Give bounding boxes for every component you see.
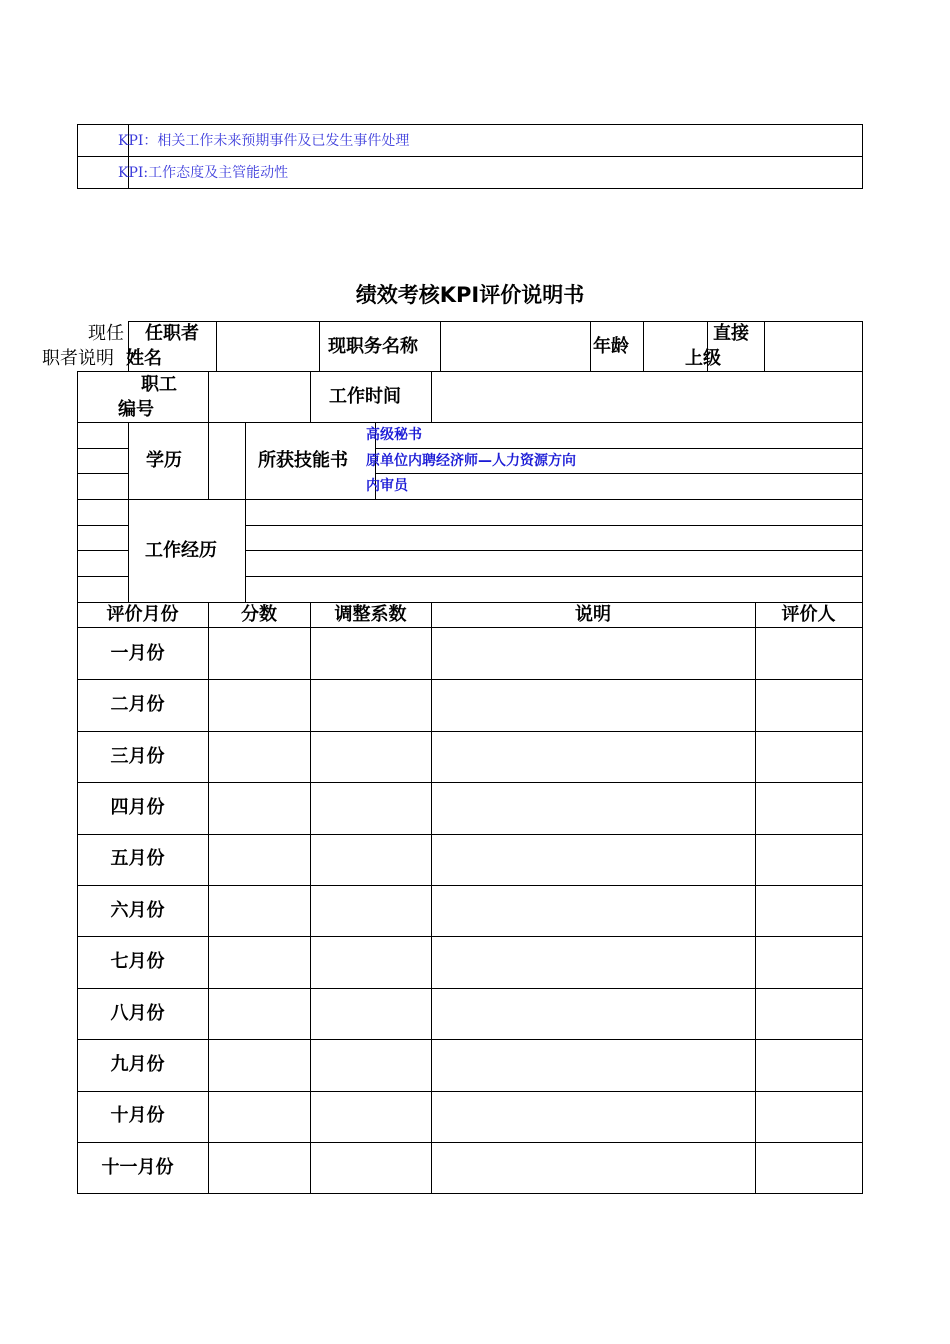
month-description-cell[interactable] [432,1039,755,1089]
side-label-bottom: 职者说明 [42,348,114,369]
skill-item: 原单位内聘经济师—人力资源方向 [366,453,576,469]
month-coefficient-cell[interactable] [311,834,431,884]
month-label: 一月份 [110,643,165,664]
month-label: 十月份 [110,1105,165,1126]
month-evaluator-cell[interactable] [756,834,862,884]
month-score-cell[interactable] [209,679,310,729]
experience-label: 工作经历 [145,540,217,561]
month-score-cell[interactable] [209,1142,310,1192]
skills-label: 所获技能书 [258,450,348,471]
superior-label-1: 直接 [713,323,749,344]
header-description: 说明 [575,604,611,625]
position-label: 现职务名称 [328,336,418,357]
month-coefficient-cell[interactable] [311,988,431,1038]
month-coefficient-cell[interactable] [311,782,431,832]
header-evaluator: 评价人 [781,604,836,625]
month-label: 六月份 [110,900,165,921]
month-coefficient-cell[interactable] [311,679,431,729]
header-score: 分数 [241,604,277,625]
month-description-cell[interactable] [432,731,755,781]
skill-item: 内审员 [366,478,408,494]
superior-label-2: 上级 [685,348,721,369]
month-evaluator-cell[interactable] [756,1091,862,1141]
month-score-cell[interactable] [209,782,310,832]
month-coefficient-cell[interactable] [311,1091,431,1141]
work-time-label: 工作时间 [329,386,401,407]
month-score-cell[interactable] [209,1091,310,1141]
month-score-cell[interactable] [209,731,310,781]
employee-no-label-1: 职工 [141,374,177,395]
month-description-cell[interactable] [432,885,755,935]
name-label-1: 任职者 [145,323,199,344]
month-score-cell[interactable] [209,628,310,678]
month-label: 二月份 [110,694,165,715]
month-score-cell[interactable] [209,936,310,986]
month-evaluator-cell[interactable] [756,1142,862,1192]
month-score-cell[interactable] [209,834,310,884]
month-label: 五月份 [110,848,165,869]
month-label: 十一月份 [101,1157,174,1178]
kpi-row-1: KPI：相关工作未来预期事件及已发生事件处理 [118,133,410,149]
month-score-cell[interactable] [209,988,310,1038]
kpi-row-2: KPI:工作态度及主管能动性 [118,165,289,181]
month-coefficient-cell[interactable] [311,1142,431,1192]
month-label: 四月份 [110,797,165,818]
month-description-cell[interactable] [432,679,755,729]
month-label: 八月份 [110,1003,165,1024]
month-description-cell[interactable] [432,1142,755,1192]
name-label-2: 姓名 [126,348,162,369]
month-evaluator-cell[interactable] [756,988,862,1038]
month-evaluator-cell[interactable] [756,936,862,986]
month-description-cell[interactable] [432,1091,755,1141]
employee-no-label-2: 编号 [118,399,154,420]
month-evaluator-cell[interactable] [756,679,862,729]
month-label: 三月份 [110,746,165,767]
page-title: 绩效考核KPI评价说明书 [355,283,585,307]
header-coefficient: 调整系数 [334,604,407,625]
month-evaluator-cell[interactable] [756,1039,862,1089]
skill-item: 高级秘书 [366,427,422,443]
month-coefficient-cell[interactable] [311,628,431,678]
month-label: 七月份 [110,951,165,972]
month-description-cell[interactable] [432,628,755,678]
side-label-top: 现任 [88,323,124,344]
month-evaluator-cell[interactable] [756,731,862,781]
month-description-cell[interactable] [432,782,755,832]
month-coefficient-cell[interactable] [311,1039,431,1089]
education-label: 学历 [146,450,182,471]
month-evaluator-cell[interactable] [756,885,862,935]
month-coefficient-cell[interactable] [311,885,431,935]
month-coefficient-cell[interactable] [311,731,431,781]
month-score-cell[interactable] [209,1039,310,1089]
month-label: 九月份 [110,1054,165,1075]
month-description-cell[interactable] [432,936,755,986]
month-coefficient-cell[interactable] [311,936,431,986]
month-score-cell[interactable] [209,885,310,935]
header-eval-month: 评价月份 [106,604,179,625]
month-description-cell[interactable] [432,834,755,884]
month-description-cell[interactable] [432,988,755,1038]
month-evaluator-cell[interactable] [756,628,862,678]
age-label: 年龄 [593,336,629,357]
month-evaluator-cell[interactable] [756,782,862,832]
